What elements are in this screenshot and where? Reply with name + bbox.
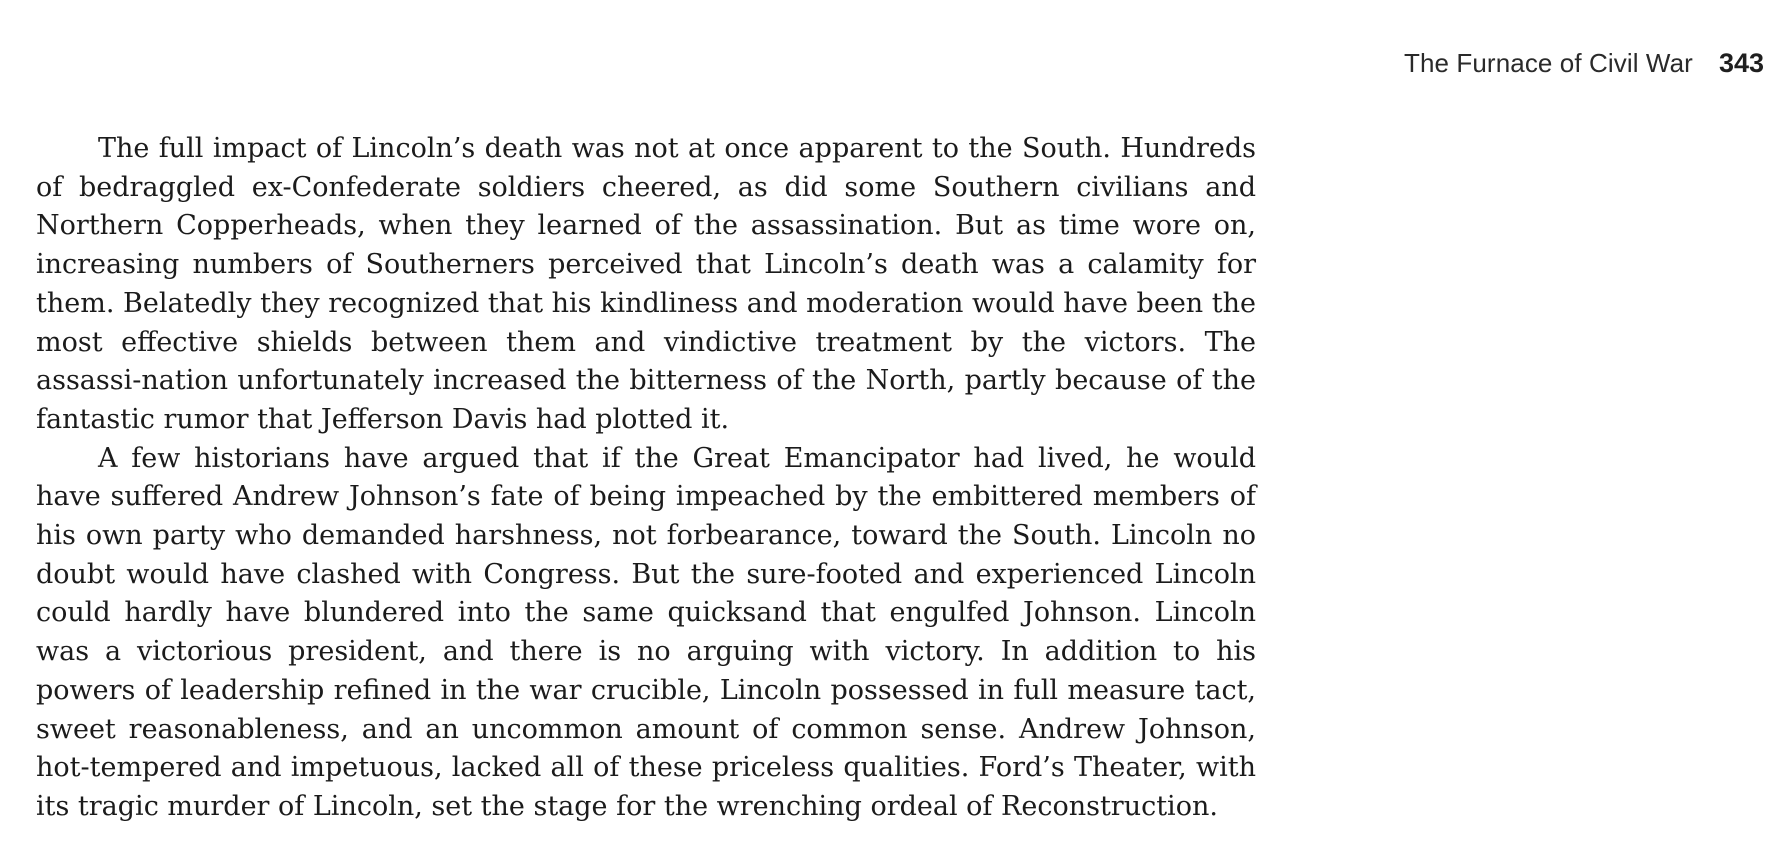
running-head [1404, 48, 1764, 79]
paragraph-2: A few historians have argued that if the Great Emancipator had lived, he would have suffered Andrew Johnson’s fate of being impeached by the embittered members of his own party who demanded harshness, not forbearance, toward the South. Lincoln no doubt would have clashed with Congress. But the sure-footed and experienced Lincoln could hardly have blundered into the same quicksand that engulfed Johnson. Lincoln was a victorious president, and there is no arguing with victory. In addition to his powers of leadership refined in the war crucible, Lincoln possessed in full measure tact, sweet reasonableness, and an uncommon amount of common sense. Andrew Johnson, hot-tempered and impetuous, lacked all of these priceless qualities. Ford’s Theater, with its tragic murder of Lincoln, set the stage for the wrenching ordeal of Reconstruction. [36, 442, 1256, 822]
chapter-title: The Furnace of Civil War [1403, 48, 1693, 78]
paragraph-1: The full impact of Lincoln’s death was not at once apparent to the South. Hundreds of bedraggled ex-Confederate soldiers cheered, as did some Southern civilians and Northern Copperheads, when they learned of the assassination. But as time wore on, increasing numbers of Southerners perceived that Lincoln’s death was a calamity for them. Belatedly they recognized that his kindliness and moderation would have been the most effective shields between them and vindictive treatment by the victors. The assassi-nation unfortunately increased the bitterness of the North, partly because of the fantastic rumor that Jefferson Davis had plotted it. [36, 133, 1256, 435]
body-text [36, 130, 1256, 827]
page-number: 343 [1718, 48, 1764, 78]
